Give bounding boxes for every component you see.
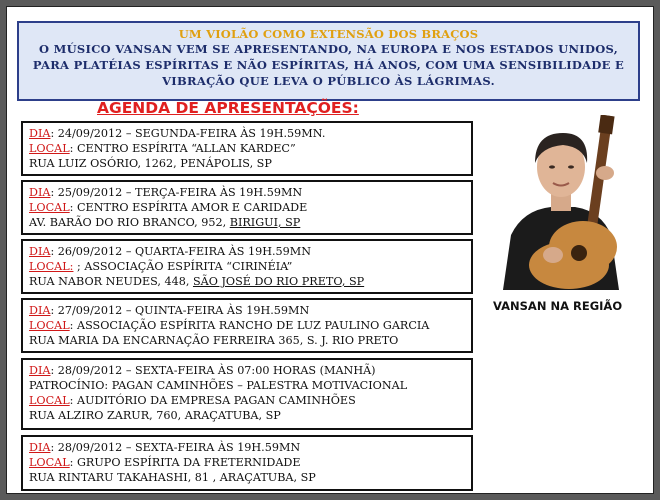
event-address: RUA ALZIRO ZARUR, 760, ARAÇATUBA, SP [29, 409, 281, 422]
banner-line-3: VIBRAÇÃO QUE LEVA O PÚBLICO ÀS LÁGRIMAS. [162, 74, 495, 88]
event-city: SÃO JOSÉ DO RIO PRETO, SP [192, 275, 365, 288]
event-city: BIRIGUI, SP [229, 216, 301, 229]
local-label: LOCAL [29, 456, 70, 469]
event-card-2 [21, 180, 473, 235]
musician-photo [483, 115, 639, 290]
event-venue: : CENTRO ESPÍRITA “ALLAN KARDEC” [69, 142, 296, 155]
dia-label: DIA [29, 186, 51, 199]
local-label: LOCAL [29, 142, 70, 155]
event-sponsor: PATROCÍNIO: PAGAN CAMINHÕES – PALESTRA MOTIVACIONAL [29, 379, 408, 392]
event-date: : 28/09/2012 – SEXTA-FEIRA ÀS 19H.59MN [50, 441, 301, 454]
event-address: AV. BARÃO DO RIO BRANCO, 952, [29, 216, 230, 229]
banner-line-1: O MÚSICO VANSAN VEM SE APRESENTANDO, NA EUROPA E NOS ESTADOS UNIDOS, [38, 42, 619, 56]
banner-title: UM VIOLÃO COMO EXTENSÃO DOS BRAÇOS [178, 27, 479, 41]
event-card-1 [21, 121, 473, 176]
local-label: LOCAL [29, 319, 70, 332]
local-label: LOCAL [29, 394, 70, 407]
event-card-5 [21, 358, 473, 430]
event-date: : 27/09/2012 – QUINTA-FEIRA ÀS 19H.59MN [50, 304, 310, 317]
event-card-3 [21, 239, 473, 294]
dia-label: DIA [29, 304, 51, 317]
banner-line-2: PARA PLATÉIAS ESPÍRITAS E NÃO ESPÍRITAS, HÁ ANOS, COM UMA SENSIBILIDADE E [32, 58, 625, 72]
local-label: LOCAL [29, 201, 70, 214]
event-card-6 [21, 435, 473, 491]
musician-with-guitar-illustration [483, 115, 639, 290]
event-address: RUA LUIZ OSÓRIO, 1262, PENÁPOLIS, SP [29, 157, 272, 170]
event-address: RUA MARIA DA ENCARNAÇÃO FERREIRA 365, S. J. RIO PRETO [29, 334, 399, 347]
header-banner [17, 21, 640, 101]
event-venue: : AUDITÓRIO DA EMPRESA PAGAN CAMINHÕES [69, 394, 356, 407]
event-venue: : CENTRO ESPÍRITA AMOR E CARIDADE [69, 201, 308, 214]
event-venue: ; ASSOCIAÇÃO ESPÍRITA “CIRINÉIA” [73, 260, 293, 273]
agenda-title: AGENDA DE APRESENTAÇÕES: [97, 99, 359, 117]
dia-label: DIA [29, 364, 51, 377]
event-date: : 24/09/2012 – SEGUNDA-FEIRA ÀS 19H.59MN. [50, 127, 326, 140]
local-label: LOCAL: [29, 260, 74, 273]
dia-label: DIA [29, 245, 51, 258]
event-date: : 25/09/2012 – TERÇA-FEIRA ÀS 19H.59MN [50, 186, 303, 199]
dia-label: DIA [29, 127, 51, 140]
event-venue: : ASSOCIAÇÃO ESPÍRITA RANCHO DE LUZ PAULINO GARCIA [69, 319, 430, 332]
event-card-4 [21, 298, 473, 353]
photo-caption: VANSAN NA REGIÃO [493, 299, 623, 313]
event-date: : 26/09/2012 – QUARTA-FEIRA ÀS 19H.59MN [50, 245, 311, 258]
event-address: RUA NABOR NEUDES, 448, [29, 275, 193, 288]
event-date: : 28/09/2012 – SEXTA-FEIRA ÀS 07:00 HORAS (MANHÃ) [50, 364, 376, 377]
dia-label: DIA [29, 441, 51, 454]
event-address: RUA RINTARU TAKAHASHI, 81 , ARAÇATUBA, SP [29, 471, 316, 484]
poster [6, 6, 654, 494]
event-venue: : GRUPO ESPÍRITA DA FRETERNIDADE [69, 456, 301, 469]
